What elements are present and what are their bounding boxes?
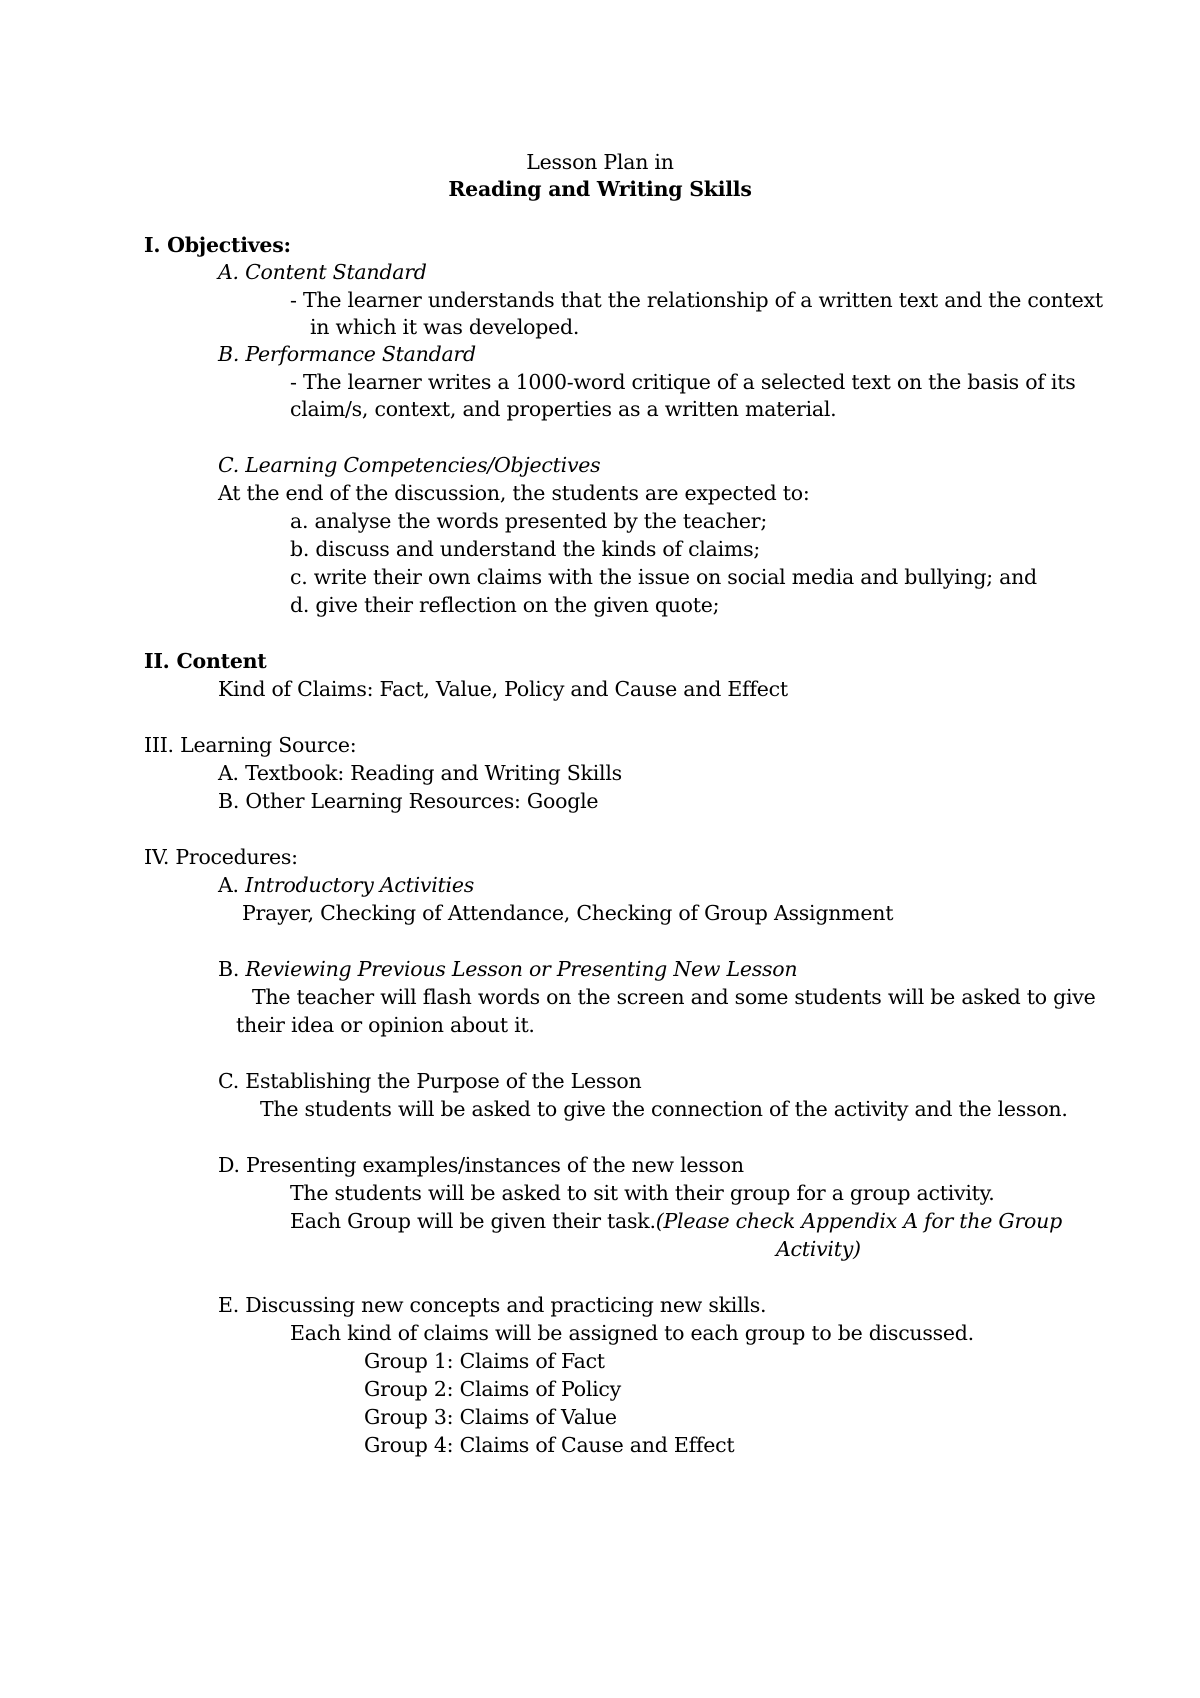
appendix-note: (Please check Appendix A for the Group — [655, 1209, 1062, 1233]
group-item: Group 1: Claims of Fact — [364, 1349, 605, 1373]
procedure-b-label: Reviewing Previous Lesson or Presenting New Lesson — [245, 957, 798, 981]
content-text: Kind of Claims: Fact, Value, Policy and Cause and Effect — [218, 677, 788, 701]
procedure-d-text-2 — [290, 1208, 1062, 1235]
competencies-intro: At the end of the discussion, the students are expected to: — [218, 481, 810, 505]
procedure-c-text: The students will be asked to give the connection of the activity and the lesson. — [260, 1097, 1068, 1121]
learning-source-other: B. Other Learning Resources: Google — [218, 789, 599, 813]
content-standard-text-1: - The learner understands that the relationship of a written text and the context — [290, 288, 1103, 312]
procedure-d-title: D. Presenting examples/instances of the new lesson — [218, 1153, 744, 1177]
objectives-heading: I. Objectives: — [144, 233, 291, 257]
procedure-b-text-1: The teacher will flash words on the screen and some students will be asked to give — [252, 985, 1096, 1009]
procedure-b-prefix: B. — [218, 957, 240, 981]
content-standard-label: A. Content Standard — [218, 260, 427, 284]
doc-title-line2: Reading and Writing Skills — [448, 177, 752, 201]
doc-title-line1: Lesson Plan in — [526, 150, 674, 174]
appendix-note-end: Activity) — [776, 1237, 861, 1261]
objective-item: b. discuss and understand the kinds of claims; — [290, 537, 760, 561]
performance-standard-label: B. Performance Standard — [218, 342, 476, 366]
procedure-a-title — [218, 872, 474, 899]
group-item: Group 3: Claims of Value — [364, 1405, 617, 1429]
procedure-a-label: Introductory Activities — [245, 873, 474, 897]
procedure-e-title: E. Discussing new concepts and practicing new skills. — [218, 1293, 767, 1317]
group-item: Group 4: Claims of Cause and Effect — [364, 1433, 735, 1457]
procedure-b-title — [218, 956, 797, 983]
objective-item: d. give their reflection on the given quote; — [290, 593, 720, 617]
objective-item: c. write their own claims with the issue on social media and bullying; and — [290, 565, 1037, 589]
objective-item: a. analyse the words presented by the teacher; — [290, 509, 767, 533]
procedure-e-text: Each kind of claims will be assigned to each group to be discussed. — [290, 1321, 974, 1345]
group-item: Group 2: Claims of Policy — [364, 1377, 621, 1401]
procedure-d-text-1: The students will be asked to sit with their group for a group activity. — [290, 1181, 995, 1205]
procedure-a-prefix: A. — [218, 873, 239, 897]
learning-source-heading: III. Learning Source: — [144, 733, 357, 757]
performance-standard-text-1: - The learner writes a 1000-word critique of a selected text on the basis of its — [290, 370, 1076, 394]
procedures-heading: IV. Procedures: — [144, 845, 298, 869]
procedure-b-text-2: their idea or opinion about it. — [236, 1013, 535, 1037]
procedure-a-text: Prayer, Checking of Attendance, Checking of Group Assignment — [242, 901, 894, 925]
procedure-c-title: C. Establishing the Purpose of the Lesson — [218, 1069, 642, 1093]
content-heading: II. Content — [144, 649, 267, 673]
performance-standard-text-2: claim/s, context, and properties as a written material. — [290, 397, 837, 421]
competencies-label: C. Learning Competencies/Objectives — [218, 453, 601, 477]
learning-source-textbook: A. Textbook: Reading and Writing Skills — [218, 761, 622, 785]
procedure-d-task: Each Group will be given their task. — [290, 1209, 656, 1233]
content-standard-text-2: in which it was developed. — [310, 315, 580, 339]
